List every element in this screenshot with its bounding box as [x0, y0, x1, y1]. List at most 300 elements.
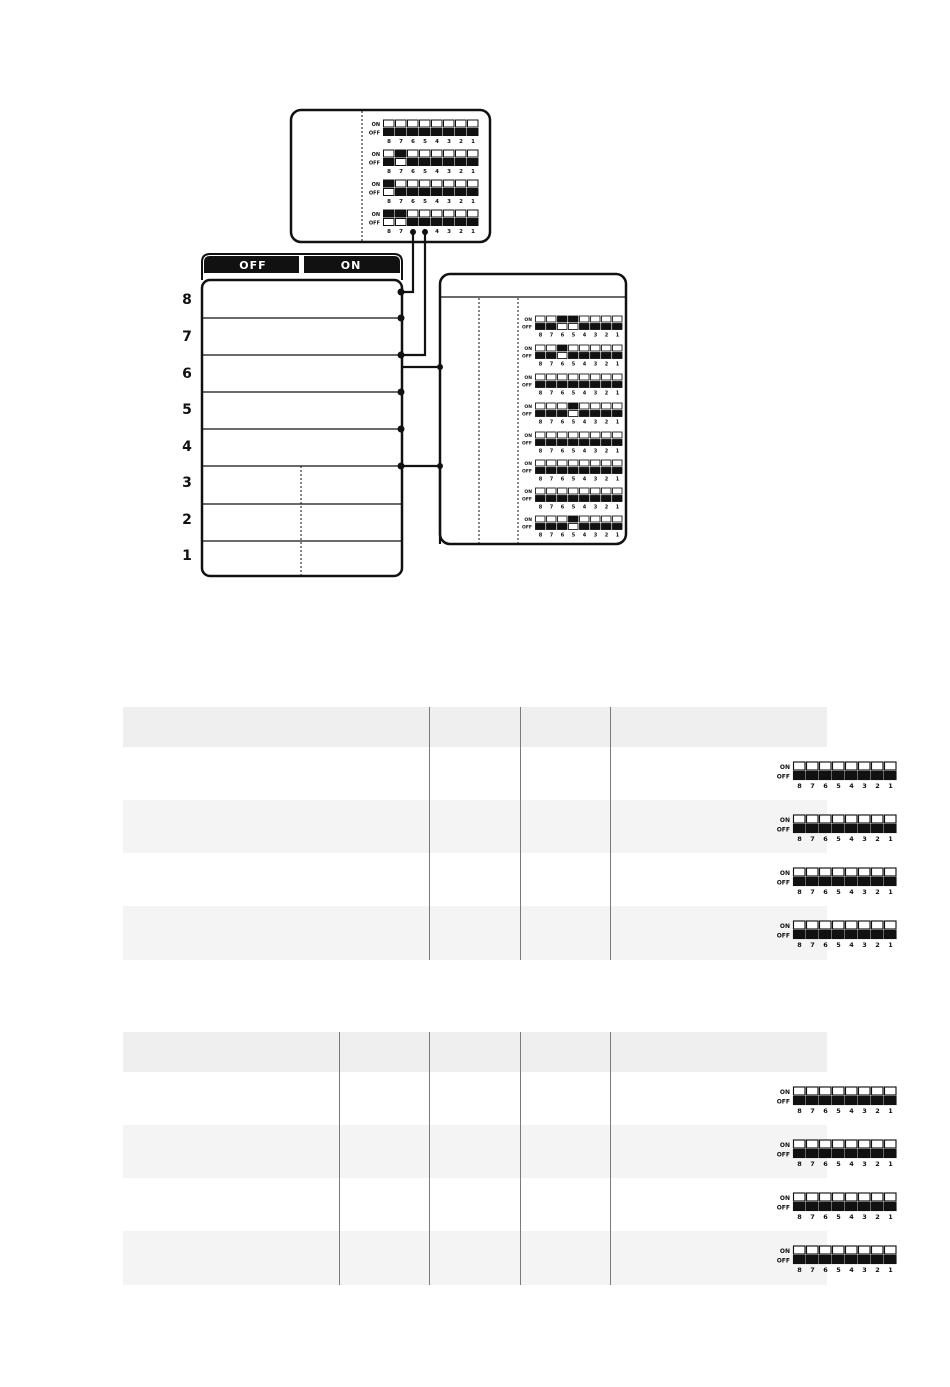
switch-number-2: 2: [875, 941, 880, 949]
switch-number-4: 4: [849, 835, 854, 843]
switch-number-2: 2: [604, 419, 609, 426]
switch-8-on-cell: [384, 150, 395, 157]
switch-number-5: 5: [571, 361, 576, 368]
table-header-row: [123, 707, 827, 747]
switch-5-on-cell: [420, 180, 431, 187]
switch-number-4: 4: [582, 476, 587, 483]
switch-number-5: 5: [836, 835, 841, 843]
tab-off-label: OFF: [239, 259, 267, 272]
switch-7-off-cell: [396, 159, 407, 166]
switch-number-4: 4: [849, 782, 854, 790]
switch-number-3: 3: [862, 1160, 867, 1168]
switch-number-1: 1: [888, 1213, 893, 1221]
switch-5-off-cell: [833, 1150, 845, 1158]
switch-number-8: 8: [797, 1213, 802, 1221]
off-state-label: OFF: [776, 1204, 790, 1212]
switch-7-on-cell: [807, 1087, 819, 1095]
switch-5-on-cell: [420, 150, 431, 157]
switch-number-6: 6: [411, 229, 415, 235]
switch-6-on-cell: [820, 1193, 832, 1201]
table-row: [123, 853, 893, 906]
switch-3-on-cell: [444, 150, 455, 157]
switch-3-off-cell: [444, 159, 455, 166]
switch-7-off-cell: [807, 931, 819, 939]
switch-1-off-cell: [613, 440, 623, 446]
switch-number-7: 7: [399, 169, 403, 175]
switch-7-on-cell: [396, 150, 407, 157]
switch-5-off-cell: [569, 468, 579, 474]
switch-number-5: 5: [836, 888, 841, 896]
switch-2-on-cell: [872, 1087, 884, 1095]
switch-4-on-cell: [846, 868, 858, 876]
switch-4-off-cell: [846, 1097, 858, 1105]
switch-5-off-cell: [420, 219, 431, 226]
switch-number-1: 1: [888, 835, 893, 843]
switch-6-on-cell: [820, 762, 832, 770]
switch-4-on-cell: [432, 210, 443, 217]
table-row: [123, 1178, 893, 1231]
switch-1-off-cell: [613, 382, 623, 388]
switch-2-off-cell: [456, 219, 467, 226]
switch-1-on-cell: [885, 1193, 897, 1201]
switch-number-7: 7: [399, 229, 403, 235]
column-divider: [610, 707, 611, 960]
switch-number-1: 1: [615, 361, 620, 368]
switch-4-on-cell: [580, 316, 590, 322]
off-state-label: OFF: [368, 130, 380, 137]
switch-8-on-cell: [794, 1087, 806, 1095]
switch-8-off-cell: [536, 353, 546, 359]
switch-number-8: 8: [387, 169, 391, 175]
tab-on-label: ON: [340, 259, 362, 272]
switch-3-off-cell: [591, 440, 601, 446]
switch-number-2: 2: [875, 1160, 880, 1168]
switch-number-6: 6: [411, 169, 415, 175]
switch-6-on-cell: [820, 921, 832, 929]
switch-8-on-cell: [384, 120, 395, 127]
switch-1-off-cell: [885, 1097, 897, 1105]
switch-4-on-cell: [846, 1140, 858, 1148]
switch-7-off-cell: [396, 129, 407, 136]
top-dip-setting-4: [369, 210, 478, 235]
dip-switch-group: [777, 921, 896, 949]
switch-5-on-cell: [833, 1087, 845, 1095]
right-dip-setting-6: [522, 460, 622, 483]
switch-number-1: 1: [615, 532, 620, 539]
switch-6-off-cell: [820, 772, 832, 780]
switch-number-1: 1: [888, 1160, 893, 1168]
switch-8-off-cell: [536, 496, 546, 502]
on-state-label: ON: [779, 817, 790, 824]
switch-6-off-cell: [820, 825, 832, 833]
switch-number-8: 8: [797, 888, 802, 896]
on-state-label: ON: [524, 376, 532, 381]
dip-switch-group: [777, 815, 896, 843]
switch-1-on-cell: [885, 815, 897, 823]
switch-3-off-cell: [591, 382, 601, 388]
switch-2-on-cell: [602, 488, 612, 494]
switch-number-8: 8: [387, 199, 391, 205]
switch-3-on-cell: [444, 180, 455, 187]
row-number-4: 4: [182, 439, 192, 455]
switch-7-on-cell: [807, 868, 819, 876]
switch-7-on-cell: [807, 921, 819, 929]
switch-5-on-cell: [833, 1193, 845, 1201]
switch-4-off-cell: [846, 1203, 858, 1211]
switch-number-7: 7: [549, 504, 554, 511]
switch-6-off-cell: [820, 1203, 832, 1211]
switch-number-8: 8: [797, 1266, 802, 1274]
switch-6-off-cell: [558, 496, 568, 502]
switch-number-1: 1: [471, 229, 475, 235]
switch-3-on-cell: [859, 815, 871, 823]
switch-number-6: 6: [823, 1266, 828, 1274]
switch-number-2: 2: [875, 782, 880, 790]
switch-number-5: 5: [423, 199, 427, 205]
dip-switch-group: [777, 762, 896, 790]
switch-number-3: 3: [862, 835, 867, 843]
switch-4-off-cell: [846, 825, 858, 833]
dip-switch-graphic: [648, 747, 893, 800]
switch-2-on-cell: [456, 120, 467, 127]
switch-number-1: 1: [888, 782, 893, 790]
switch-4-on-cell: [846, 1193, 858, 1201]
switch-7-on-cell: [396, 210, 407, 217]
switch-5-off-cell: [833, 878, 845, 886]
switch-1-on-cell: [885, 1246, 897, 1254]
switch-2-on-cell: [456, 180, 467, 187]
switch-number-4: 4: [582, 532, 587, 539]
switch-6-on-cell: [820, 1246, 832, 1254]
switch-5-on-cell: [833, 921, 845, 929]
switch-number-1: 1: [615, 390, 620, 397]
switch-6-on-cell: [408, 210, 419, 217]
switch-3-off-cell: [444, 129, 455, 136]
switch-6-on-cell: [408, 180, 419, 187]
switch-5-on-cell: [569, 460, 579, 466]
switch-2-off-cell: [456, 129, 467, 136]
switch-1-off-cell: [885, 878, 897, 886]
dip-switch-graphic: [648, 1072, 893, 1125]
switch-5-off-cell: [569, 324, 579, 330]
row-number-3: 3: [182, 475, 192, 491]
off-state-label: OFF: [776, 932, 790, 940]
switch-5-on-cell: [833, 1140, 845, 1148]
switch-8-on-cell: [794, 762, 806, 770]
switch-5-off-cell: [569, 411, 579, 417]
switch-5-off-cell: [833, 931, 845, 939]
off-state-label: OFF: [776, 773, 790, 781]
switch-number-3: 3: [447, 169, 451, 175]
switch-7-on-cell: [807, 815, 819, 823]
switch-3-on-cell: [591, 345, 601, 351]
switch-2-off-cell: [602, 440, 612, 446]
switch-8-on-cell: [794, 1246, 806, 1254]
switch-7-on-cell: [547, 403, 557, 409]
switch-number-8: 8: [538, 390, 543, 397]
switch-number-1: 1: [471, 169, 475, 175]
switch-7-off-cell: [547, 440, 557, 446]
switch-8-on-cell: [536, 403, 546, 409]
switch-5-off-cell: [420, 189, 431, 196]
on-state-label: ON: [779, 1248, 790, 1255]
switch-number-3: 3: [447, 199, 451, 205]
on-state-label: ON: [779, 1142, 790, 1149]
dip-settings-table-1: [123, 707, 893, 960]
switch-3-on-cell: [859, 1193, 871, 1201]
dip-switch-diagram: [0, 0, 950, 620]
switch-1-on-cell: [468, 180, 479, 187]
switch-number-4: 4: [582, 390, 587, 397]
switch-number-2: 2: [875, 1213, 880, 1221]
switch-number-2: 2: [604, 448, 609, 455]
switch-number-7: 7: [810, 888, 815, 896]
off-state-label: OFF: [522, 497, 532, 503]
switch-number-6: 6: [560, 448, 565, 455]
switch-number-6: 6: [823, 941, 828, 949]
switch-8-off-cell: [536, 382, 546, 388]
switch-number-5: 5: [423, 169, 427, 175]
off-state-label: OFF: [522, 412, 532, 418]
switch-6-off-cell: [408, 189, 419, 196]
column-divider: [429, 707, 430, 960]
switch-1-off-cell: [613, 324, 623, 330]
switch-8-off-cell: [794, 1256, 806, 1264]
switch-7-off-cell: [547, 353, 557, 359]
switch-number-1: 1: [615, 332, 620, 339]
switch-4-off-cell: [580, 324, 590, 330]
switch-number-4: 4: [849, 888, 854, 896]
switch-7-off-cell: [807, 825, 819, 833]
switch-5-off-cell: [569, 353, 579, 359]
switch-4-off-cell: [846, 931, 858, 939]
switch-number-2: 2: [875, 1266, 880, 1274]
switch-number-5: 5: [836, 782, 841, 790]
dip-switch-graphic: [648, 1178, 893, 1231]
switch-number-2: 2: [459, 229, 463, 235]
switch-number-8: 8: [797, 835, 802, 843]
switch-1-on-cell: [468, 120, 479, 127]
switch-8-on-cell: [536, 345, 546, 351]
switch-number-6: 6: [560, 361, 565, 368]
switch-1-off-cell: [468, 159, 479, 166]
switch-6-on-cell: [820, 1140, 832, 1148]
switch-number-3: 3: [447, 229, 451, 235]
switch-number-6: 6: [823, 1213, 828, 1221]
switch-number-7: 7: [399, 199, 403, 205]
switch-number-7: 7: [549, 476, 554, 483]
switch-1-on-cell: [885, 921, 897, 929]
switch-5-on-cell: [569, 374, 579, 380]
switch-number-5: 5: [836, 941, 841, 949]
switch-7-off-cell: [547, 524, 557, 530]
switch-2-off-cell: [872, 1150, 884, 1158]
switch-number-7: 7: [810, 1160, 815, 1168]
switch-1-off-cell: [613, 353, 623, 359]
switch-number-2: 2: [875, 1107, 880, 1115]
switch-number-7: 7: [810, 1266, 815, 1274]
switch-number-8: 8: [538, 532, 543, 539]
switch-number-2: 2: [604, 361, 609, 368]
switch-1-off-cell: [468, 219, 479, 226]
switch-number-4: 4: [582, 419, 587, 426]
switch-6-off-cell: [408, 219, 419, 226]
switch-4-on-cell: [580, 488, 590, 494]
switch-5-off-cell: [833, 1256, 845, 1264]
column-divider: [339, 1032, 340, 1285]
switch-5-off-cell: [569, 440, 579, 446]
dip-switch-graphic: [648, 800, 893, 853]
switch-number-3: 3: [593, 361, 598, 368]
switch-number-6: 6: [560, 390, 565, 397]
switch-6-on-cell: [408, 150, 419, 157]
column-divider: [610, 1032, 611, 1285]
switch-8-off-cell: [536, 411, 546, 417]
switch-number-8: 8: [538, 361, 543, 368]
switch-5-off-cell: [569, 382, 579, 388]
switch-4-off-cell: [432, 129, 443, 136]
switch-2-on-cell: [602, 374, 612, 380]
switch-number-8: 8: [797, 1160, 802, 1168]
switch-8-on-cell: [384, 180, 395, 187]
switch-6-off-cell: [558, 524, 568, 530]
switch-number-2: 2: [875, 835, 880, 843]
switch-7-off-cell: [807, 1203, 819, 1211]
on-state-label: ON: [779, 1089, 790, 1096]
top-dip-setting-3: [369, 180, 478, 205]
on-state-label: ON: [524, 434, 532, 439]
switch-7-off-cell: [396, 189, 407, 196]
switch-3-off-cell: [444, 219, 455, 226]
switch-2-on-cell: [602, 432, 612, 438]
on-state-label: ON: [524, 462, 532, 467]
on-state-label: ON: [524, 490, 532, 495]
switch-1-off-cell: [613, 411, 623, 417]
switch-8-off-cell: [536, 440, 546, 446]
switch-1-off-cell: [885, 1203, 897, 1211]
switch-2-off-cell: [872, 825, 884, 833]
switch-number-8: 8: [797, 782, 802, 790]
switch-4-off-cell: [432, 219, 443, 226]
switch-1-on-cell: [613, 460, 623, 466]
switch-number-8: 8: [387, 229, 391, 235]
switch-7-on-cell: [547, 460, 557, 466]
switch-4-on-cell: [580, 460, 590, 466]
switch-2-off-cell: [872, 878, 884, 886]
dip-switch-group: [777, 1087, 896, 1115]
switch-7-on-cell: [396, 120, 407, 127]
switch-number-5: 5: [423, 139, 427, 145]
switch-number-6: 6: [560, 532, 565, 539]
switch-number-7: 7: [810, 1213, 815, 1221]
switch-number-4: 4: [849, 1266, 854, 1274]
switch-2-off-cell: [872, 1203, 884, 1211]
off-state-label: OFF: [368, 190, 380, 197]
switch-1-off-cell: [885, 825, 897, 833]
switch-7-on-cell: [807, 762, 819, 770]
off-state-label: OFF: [522, 325, 532, 331]
switch-3-on-cell: [444, 210, 455, 217]
switch-5-off-cell: [833, 1203, 845, 1211]
on-state-label: ON: [371, 122, 380, 128]
switch-1-on-cell: [885, 762, 897, 770]
switch-2-on-cell: [872, 1140, 884, 1148]
switch-2-off-cell: [602, 382, 612, 388]
switch-number-6: 6: [823, 888, 828, 896]
switch-2-off-cell: [602, 496, 612, 502]
switch-5-on-cell: [833, 868, 845, 876]
table-row: [123, 800, 893, 853]
switch-1-off-cell: [885, 1150, 897, 1158]
switch-7-off-cell: [547, 468, 557, 474]
switch-number-1: 1: [471, 139, 475, 145]
switch-number-7: 7: [549, 361, 554, 368]
switch-number-3: 3: [593, 448, 598, 455]
switch-8-on-cell: [536, 488, 546, 494]
switch-4-off-cell: [580, 353, 590, 359]
switch-2-on-cell: [456, 150, 467, 157]
switch-8-on-cell: [794, 1140, 806, 1148]
switch-number-3: 3: [862, 1213, 867, 1221]
switch-8-off-cell: [794, 825, 806, 833]
on-state-label: ON: [779, 870, 790, 877]
switch-number-8: 8: [797, 1107, 802, 1115]
switch-8-on-cell: [794, 868, 806, 876]
switch-4-on-cell: [580, 345, 590, 351]
switch-8-off-cell: [384, 159, 395, 166]
switch-6-on-cell: [558, 516, 568, 522]
dip-switch-graphic: [648, 906, 893, 960]
switch-3-off-cell: [591, 468, 601, 474]
switch-number-4: 4: [435, 139, 439, 145]
switch-3-off-cell: [591, 324, 601, 330]
switch-6-off-cell: [558, 440, 568, 446]
switch-number-3: 3: [862, 1107, 867, 1115]
switch-4-on-cell: [846, 1087, 858, 1095]
switch-number-1: 1: [615, 476, 620, 483]
switch-number-8: 8: [538, 419, 543, 426]
table-row: [123, 747, 893, 800]
column-divider: [429, 1032, 430, 1285]
switch-8-off-cell: [794, 1097, 806, 1105]
switch-6-on-cell: [820, 1087, 832, 1095]
switch-number-2: 2: [459, 139, 463, 145]
switch-number-1: 1: [888, 888, 893, 896]
switch-8-on-cell: [536, 460, 546, 466]
switch-5-on-cell: [569, 316, 579, 322]
switch-3-on-cell: [591, 488, 601, 494]
off-state-label: OFF: [522, 383, 532, 389]
switch-number-4: 4: [849, 941, 854, 949]
switch-3-on-cell: [859, 1246, 871, 1254]
switch-3-off-cell: [859, 1097, 871, 1105]
switch-7-off-cell: [807, 878, 819, 886]
switch-number-5: 5: [571, 390, 576, 397]
off-state-label: OFF: [776, 1257, 790, 1265]
right-dip-setting-5: [522, 432, 622, 455]
switch-2-off-cell: [602, 411, 612, 417]
switch-6-on-cell: [820, 868, 832, 876]
switch-6-on-cell: [558, 374, 568, 380]
switch-number-2: 2: [459, 199, 463, 205]
switch-2-off-cell: [602, 524, 612, 530]
switch-3-off-cell: [859, 931, 871, 939]
switch-5-on-cell: [569, 345, 579, 351]
switch-8-off-cell: [384, 189, 395, 196]
switch-6-off-cell: [408, 129, 419, 136]
switch-4-off-cell: [846, 1256, 858, 1264]
switch-number-2: 2: [875, 888, 880, 896]
